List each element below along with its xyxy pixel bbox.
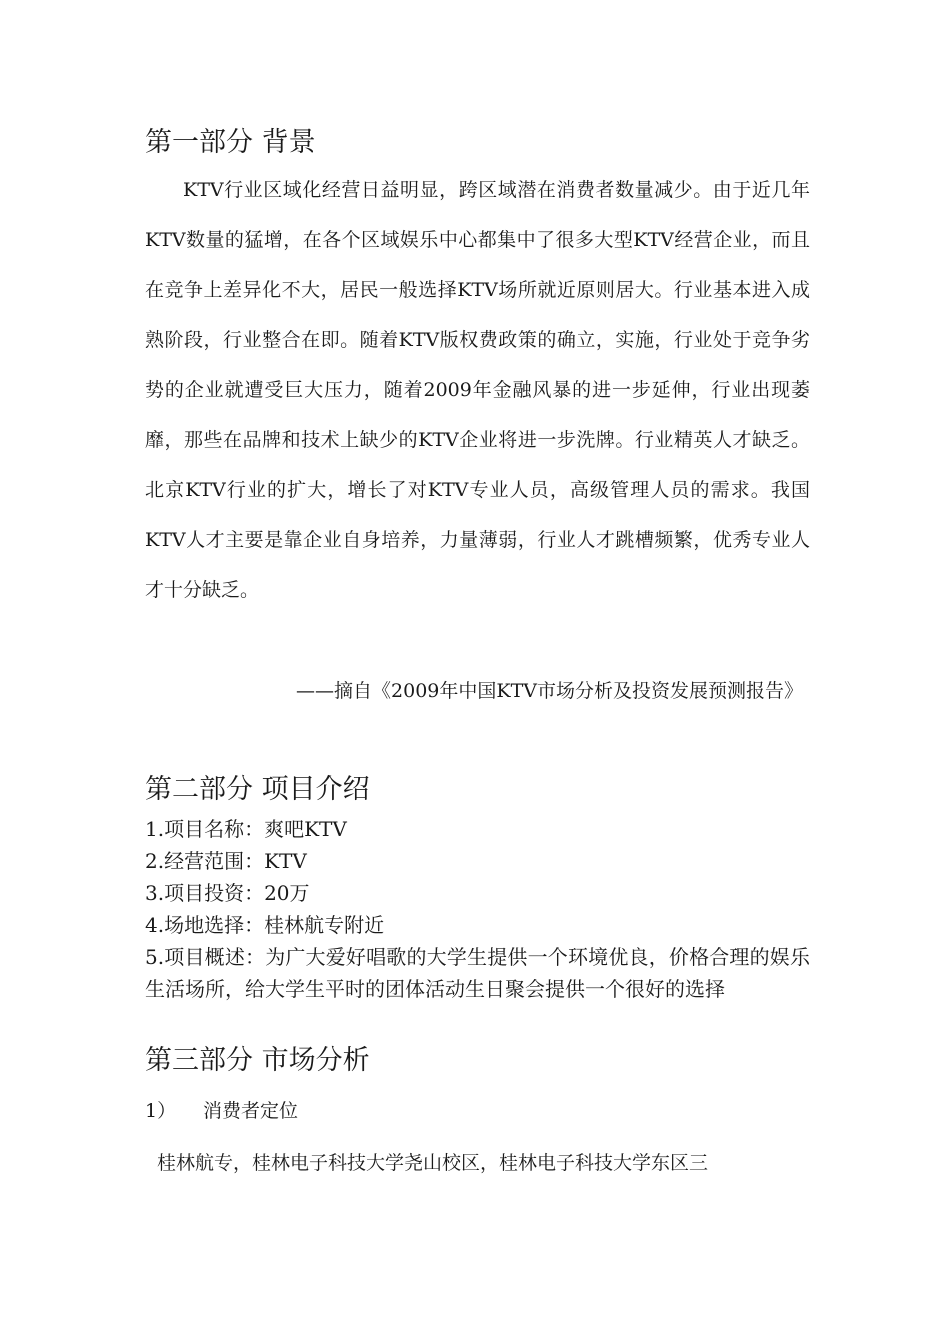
business-scope-item: 2.经营范围：KTV xyxy=(145,849,307,873)
sub-title: 消费者定位 xyxy=(203,1100,299,1122)
consumer-positioning-subheading xyxy=(145,1098,298,1124)
section-1-paragraph: KTV行业区域化经营日益明显，跨区域潜在消费者数量减少。由于近几年KTV数量的猛增，在各个区域娱乐中心都集中了很多大型KTV经营企业，而且在竞争上差异化不大，居民一般选择KTV场所就近原则居大。行业基本进入成熟阶段，行业整合在即。随着KTV版权费政策的确立，实施，行业处于竞争劣势的企业就遭受巨大压力，随着2009年金融风暴的进一步延伸，行业出现萎靡，那些在品牌和技术上缺少的KTV企业将进一步洗牌。行业精英人才缺乏。北京KTV行业的扩大，增长了对KTV专业人员，高级管理人员的需求。我国KTV人才主要是靠企业自身培养，力量薄弱，行业人才跳槽频繁，优秀专业人才十分缺乏。 xyxy=(145,179,810,601)
site-item: 4.场地选择：桂林航专附近 xyxy=(145,913,385,937)
section-2-heading: 第二部分 项目介绍 xyxy=(145,774,370,805)
section-1-heading: 第一部分 背景 xyxy=(145,127,316,158)
sub-number: 1） xyxy=(145,1100,177,1122)
source-citation: ——摘自《2009年中国KTV市场分析及投资发展预测报告》 xyxy=(296,680,803,702)
investment-item: 3.项目投资：20万 xyxy=(145,881,310,905)
project-name-item: 1.项目名称：爽吧KTV xyxy=(145,817,347,841)
consumer-text: 桂林航专，桂林电子科技大学尧山校区，桂林电子科技大学东区三 xyxy=(157,1152,709,1174)
overview-item: 5.项目概述：为广大爱好唱歌的大学生提供一个环境优良，价格合理的娱乐生活场所，给大学生平时的团体活动生日聚会提供一个很好的选择 xyxy=(145,945,810,1001)
section-3-heading: 第三部分 市场分析 xyxy=(145,1045,370,1076)
